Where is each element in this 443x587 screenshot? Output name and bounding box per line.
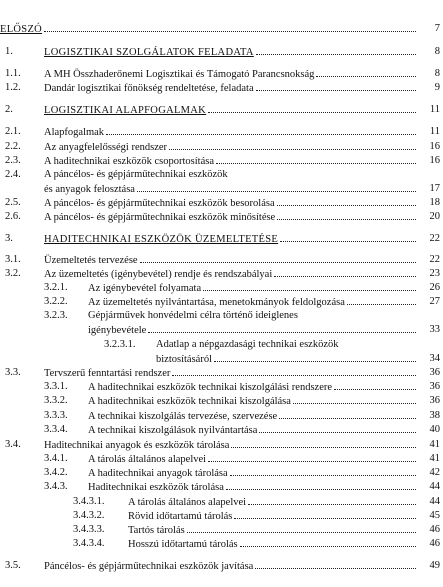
dot-leader [277,210,416,220]
toc-entry-line [44,45,418,59]
toc-entry-line [44,253,418,267]
toc-entry [0,452,443,465]
toc-entry [0,495,443,508]
toc-entry-title-continued: és anyagok felosztása [44,184,135,195]
dot-leader [274,267,416,277]
toc-entry [0,253,443,266]
toc-page-number: 22 [429,233,440,244]
toc-entry-number: 2. [5,104,13,115]
toc-entry [0,295,443,308]
toc-entry-title: Üzemeltetés tervezése [44,255,138,266]
toc-entry [0,22,443,35]
toc-entry [0,210,443,223]
toc-entry-line [44,154,418,168]
toc-entry-number: 3.4.3. [44,481,68,492]
dot-leader [334,380,416,390]
toc-entry-line [44,210,418,224]
toc-entry-title: A haditechnikai eszközök technikai kiszolgálása [88,396,291,407]
toc-entry [0,232,443,245]
toc-entry-title: LOGISZTIKAI ALAPFOGALMAK [44,105,207,116]
toc-entry-line [44,81,418,95]
toc-page-number: 8 [434,46,440,57]
dot-leader [169,140,416,150]
toc-entry [0,281,443,294]
toc-entry-line [44,196,418,210]
dot-leader [240,537,416,547]
toc-entry [0,103,443,116]
toc-entry-line [128,495,418,509]
toc-entry-line [88,480,418,494]
toc-entry [0,154,443,167]
dot-leader [187,523,416,533]
dot-leader [230,466,416,476]
toc-entry-line [88,380,418,394]
dot-leader [280,232,416,242]
toc-entry-title: A technikai kiszolgálások nyilvántartása [88,425,258,436]
toc-page-number: 26 [429,282,440,293]
toc-page-number: 46 [429,524,440,535]
toc-page-number: 44 [429,481,440,492]
toc-entry-line [156,352,418,366]
dot-leader [347,295,416,305]
dot-leader [203,281,416,291]
toc-entry-line [88,281,418,295]
toc-entry-line [128,509,418,523]
toc-entry-number: 3.2.1. [44,282,68,293]
toc-entry-number: 3.3.1. [44,381,68,392]
dot-leader [231,438,416,448]
toc-entry-number: 2.5. [5,197,21,208]
toc-entry [0,168,443,195]
toc-entry-title: Tartós tárolás [128,525,185,536]
toc-entry-line [44,267,418,281]
dot-leader [293,394,416,404]
toc-entry-number: 2.6. [5,211,21,222]
toc-entry-title: Alapfogalmak [44,127,105,138]
toc-page-number: 33 [429,324,440,335]
toc-page-number: 38 [429,410,440,421]
toc-page-number: 8 [434,68,440,79]
toc-entry [0,380,443,393]
toc-entry-number: 2.1. [5,126,21,137]
toc-entry-line [44,67,418,81]
toc-page-number: 36 [429,367,440,378]
toc-entry-title: Adatlap a népgazdasági technikai eszközök [156,339,339,350]
dot-leader [279,409,416,419]
dot-leader [106,125,416,135]
toc-entry [0,267,443,280]
toc-entry [0,366,443,379]
toc-entry-title: Haditechnikai eszközök tárolása [88,482,224,493]
toc-entry [0,309,443,336]
dot-leader [148,323,416,333]
toc-entry-title: A MH Összhaderőnemi Logisztikai és Támogató Parancsnokság [44,69,315,80]
dot-leader [44,22,416,32]
toc-entry [0,509,443,522]
toc-entry-line [88,452,418,466]
toc-entry-line [44,559,418,573]
toc-entry-line [44,366,418,380]
dot-leader [277,196,416,206]
toc-entry [0,45,443,58]
toc-page-number: 16 [429,141,440,152]
toc-entry-title: A haditechnikai eszközök csoportosítása [44,156,214,167]
toc-entry-title: Tervszerű fenntartási rendszer [44,368,171,379]
toc-entry-title: Dandár logisztikai főnökség rendeltetése, feladata [44,83,254,94]
toc-entry [0,559,443,572]
toc-page-number: 41 [429,453,440,464]
toc-entry [0,125,443,138]
toc-entry-number: 3.4. [5,439,21,450]
toc-entry-title: A technikai kiszolgálás tervezése, szervezése [88,411,278,422]
toc-page-number: 16 [429,155,440,166]
dot-leader [226,480,416,490]
dot-leader [214,352,416,362]
toc-entry-number: 1.2. [5,82,21,93]
toc-entry-title: HADITECHNIKAI ESZKÖZÖK ÜZEMELTETÉSE [44,234,279,245]
toc-entry-line [44,182,418,196]
toc-entry-title: A haditechnikai anyagok tárolása [88,468,228,479]
toc-entry-line [44,125,418,139]
toc-entry-title-continued: igénybevétele [88,325,147,336]
toc-entry-line [88,295,418,309]
dot-leader [137,182,416,192]
toc-page-number: 23 [429,268,440,279]
toc-entry-number: 3.5. [5,560,21,571]
toc-entry-title: A haditechnikai eszközök technikai kiszolgálási rendszere [88,382,333,393]
dot-leader [216,154,416,164]
toc-entry-number: 3.4.3.3. [73,524,105,535]
toc-page-number: 27 [429,296,440,307]
toc-entry-number: 2.2. [5,141,21,152]
toc-page-number: 11 [429,104,440,115]
dot-leader [172,366,416,376]
toc-entry-number: 3.3.2. [44,395,68,406]
toc-entry-line [44,232,418,246]
toc-entry-number: 3.3. [5,367,21,378]
toc-page-number: 17 [429,183,440,194]
toc-entry-title: Az anyagfelelősségi rendszer [44,142,168,153]
toc-entry [0,409,443,422]
toc-entry-title: Hosszú időtartamú tárolás [128,539,238,550]
toc-entry [0,338,443,365]
toc-page-number: 44 [429,496,440,507]
toc-entry-number: 2.3. [5,155,21,166]
toc-entry [0,196,443,209]
toc-entry-title: A tárolás általános alapelvei [88,454,207,465]
toc-entry [0,523,443,536]
toc-entry-line [88,394,418,408]
toc-entry-title: A páncélos- és gépjárműtechnikai eszközök besorolása [44,198,275,209]
toc-entry-number: 3.4.2. [44,467,68,478]
toc-page-number: 42 [429,467,440,478]
toc-entry-title: Az igénybevétel folyamata [88,283,202,294]
toc-entry-line [128,523,418,537]
dot-leader [316,67,416,77]
dot-leader [259,423,416,433]
toc-entry [0,438,443,451]
toc-page-number: 49 [429,560,440,571]
toc-page-number: 41 [429,439,440,450]
toc-page-number: 7 [434,23,440,34]
toc-entry-number: 3.4.1. [44,453,68,464]
toc-page-number: 46 [429,538,440,549]
toc-entry-number: 3.4.3.4. [73,538,105,549]
toc-page-number: 36 [429,381,440,392]
dot-leader [140,253,416,263]
toc-entry-number: 3.4.3.1. [73,496,105,507]
toc-entry-title: Haditechnikai anyagok és eszközök tárolása [44,440,230,451]
toc-entry [0,466,443,479]
toc-entry-number: 3.2.3.1. [104,339,136,350]
toc-entry-number: 3.3.3. [44,410,68,421]
toc-page-number: 36 [429,395,440,406]
toc-entry-title: LOGISZTIKAI SZOLGÁLATOK FELADATA [44,47,254,58]
toc-entry-number: 3.2.2. [44,296,68,307]
toc-entry-title: Az üzemeltetés nyilvántartása, menetokmányok feldolgozása [88,297,345,308]
toc-entry-number: 3.4.3.2. [73,510,105,521]
toc-entry-title: ELŐSZÓ [0,24,43,35]
toc-entry-number: 3.2.3. [44,310,68,321]
toc-entry-line [0,22,418,36]
toc-page-number: 18 [429,197,440,208]
dot-leader [234,509,416,519]
toc-entry-title: A páncélos- és gépjárműtechnikai eszközök minősítése [44,212,276,223]
toc-entry-number: 3. [5,233,13,244]
toc-entry-title: Gépjárművek honvédelmi célra történő ideiglenes [88,310,298,321]
toc-entry-line [44,438,418,452]
toc-entry-line [44,140,418,154]
toc-entry-number: 3.3.4. [44,424,68,435]
toc-entry-number: 3.1. [5,254,21,265]
toc-entry-title: A páncélos- és gépjárműtechnikai eszközök [44,169,228,180]
toc-entry [0,140,443,153]
toc-entry [0,394,443,407]
toc-page-number: 45 [429,510,440,521]
toc-entry-number: 1.1. [5,68,21,79]
toc-entry-line [88,466,418,480]
dot-leader [256,45,416,55]
toc-entry-line [44,103,418,117]
toc-entry-title: Az üzemeltetés (igénybevétel) rendje és rendszabályai [44,269,273,280]
toc-entry [0,537,443,550]
toc-entry [0,81,443,94]
toc-entry-line [88,323,418,337]
dot-leader [208,103,416,113]
toc-page-number: 20 [429,211,440,222]
toc-entry-number: 3.2. [5,268,21,279]
toc-entry-line [88,423,418,437]
toc-entry-line [88,409,418,423]
toc-page-number: 34 [429,353,440,364]
toc-page-number: 40 [429,424,440,435]
toc-entry-title: Páncélos- és gépjárműtechnikai eszközök javítása [44,561,254,572]
dot-leader [256,81,416,91]
toc-entry [0,480,443,493]
dot-leader [208,452,416,462]
toc-entry [0,423,443,436]
toc-entry-title: Rövid időtartamú tárolás [128,511,233,522]
toc-page-number: 22 [429,254,440,265]
toc-entry-title-continued: biztosításáról [156,354,212,365]
dot-leader [255,559,416,569]
dot-leader [248,495,416,505]
toc-page-number: 9 [434,82,440,93]
toc-entry-line [128,537,418,551]
toc-page-number: 11 [429,126,440,137]
toc-entry-number: 2.4. [5,169,21,180]
toc-entry-number: 1. [5,46,13,57]
toc-entry [0,67,443,80]
toc-entry-title: A tárolás általános alapelvei [128,497,247,508]
